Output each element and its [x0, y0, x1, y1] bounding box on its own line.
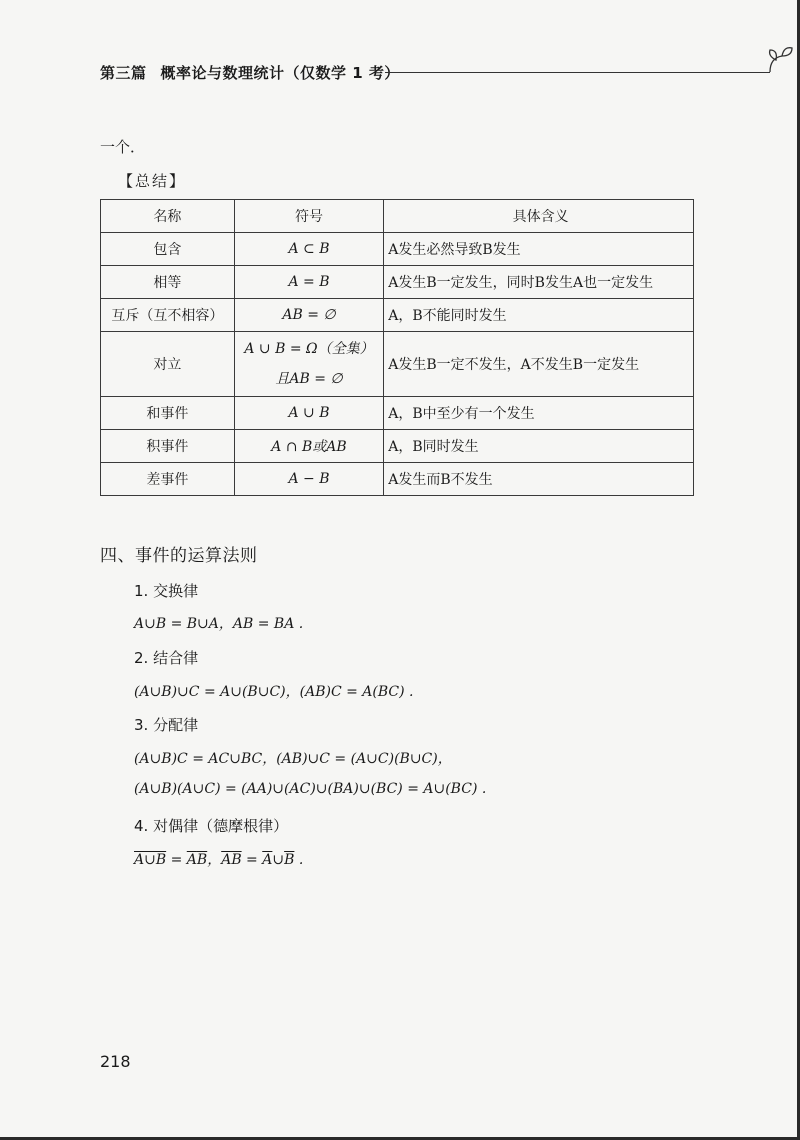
table-header-meaning: 具体含义 — [384, 200, 694, 233]
formula-demorgan: A∪B = $\overline{A}\overline{B}$，$\overline{AB}$ = $\overline{A}\cup\overline{B}$ . — [134, 852, 304, 868]
row-name: 和事件 — [101, 397, 235, 430]
table-row — [101, 233, 694, 266]
header-rule — [385, 72, 770, 73]
formula-associative: (A∪B)∪C = A∪(B∪C)，(AB)C = A(BC) . — [134, 684, 414, 700]
row-symbol: AB = ∅ — [234, 299, 384, 332]
row-meaning: A发生必然导致B发生 — [384, 233, 694, 266]
row-symbol-line2: 且AB = ∅ — [275, 371, 343, 387]
row-meaning: A，B中至少有一个发生 — [384, 397, 694, 430]
row-name: 包含 — [101, 233, 235, 266]
law-title-duality: 4. 对偶律（德摩根律） — [134, 817, 289, 835]
demorgan-rhs1b: $\overline{B}$ — [196, 852, 208, 868]
table-row — [101, 266, 694, 299]
header-part: 第三篇 — [100, 64, 147, 82]
row-symbol-line1: A ∪ B = Ω（全集） — [244, 341, 374, 357]
table-row — [101, 430, 694, 463]
formula-commutative: A∪B = B∪A，AB = BA . — [134, 616, 304, 632]
table-header-symbol: 符号 — [234, 200, 384, 233]
row-symbol — [234, 332, 384, 397]
row-meaning: A发生B一定不发生，A不发生B一定发生 — [384, 332, 694, 397]
formula-distributive-2: (A∪B)(A∪C) = (AA)∪(AC)∪(BA)∪(BC) = A∪(BC) . — [134, 781, 487, 797]
row-symbol: A − B — [234, 463, 384, 496]
demorgan-end: . — [294, 852, 304, 868]
row-name: 相等 — [101, 266, 235, 299]
sprout-icon — [762, 44, 798, 80]
demorgan-rhs2a: $\overline{A}$ — [262, 852, 273, 868]
demorgan-rhs1a: $\overline{A}$ — [186, 852, 197, 868]
summary-table — [100, 199, 694, 496]
demorgan-lhs1: A∪B — [134, 852, 167, 868]
law-title-commutative: 1. 交换律 — [134, 582, 199, 600]
summary-label: 【总结】 — [118, 172, 187, 190]
intro-text: 一个． — [100, 138, 146, 156]
demorgan-lhs2: $\overline{AB}$ — [221, 852, 242, 868]
running-header — [100, 62, 700, 92]
row-symbol: A = B — [234, 266, 384, 299]
row-name: 对立 — [101, 332, 235, 397]
row-meaning: A发生而B不发生 — [384, 463, 694, 496]
row-symbol: A ⊂ B — [234, 233, 384, 266]
header-title: 概率论与数理统计（仅数学 1 考） — [160, 64, 400, 82]
table-header-name: 名称 — [101, 200, 235, 233]
formula-distributive-1: (A∪B)C = AC∪BC，(AB)∪C = (A∪C)(B∪C)， — [134, 751, 452, 767]
table-header-row — [101, 200, 694, 233]
row-symbol: A ∪ B — [234, 397, 384, 430]
row-symbol: A ∩ B或AB — [234, 430, 384, 463]
demorgan-rhs2b: $\overline{B}$ — [284, 852, 295, 868]
table-row — [101, 463, 694, 496]
section-title: 四、事件的运算法则 — [100, 546, 258, 566]
row-name: 积事件 — [101, 430, 235, 463]
row-name: 互斥（互不相容） — [101, 299, 235, 332]
law-title-associative: 2. 结合律 — [134, 649, 199, 667]
law-title-distributive: 3. 分配律 — [134, 716, 199, 734]
header-text — [100, 62, 400, 83]
table-row — [101, 332, 694, 397]
row-meaning: A发生B一定发生，同时B发生A也一定发生 — [384, 266, 694, 299]
table-row — [101, 397, 694, 430]
table-row — [101, 299, 694, 332]
row-name: 差事件 — [101, 463, 235, 496]
page-number: 218 — [100, 1052, 131, 1071]
demorgan-sep: ， — [207, 852, 222, 868]
row-meaning: A，B同时发生 — [384, 430, 694, 463]
row-meaning: A，B不能同时发生 — [384, 299, 694, 332]
